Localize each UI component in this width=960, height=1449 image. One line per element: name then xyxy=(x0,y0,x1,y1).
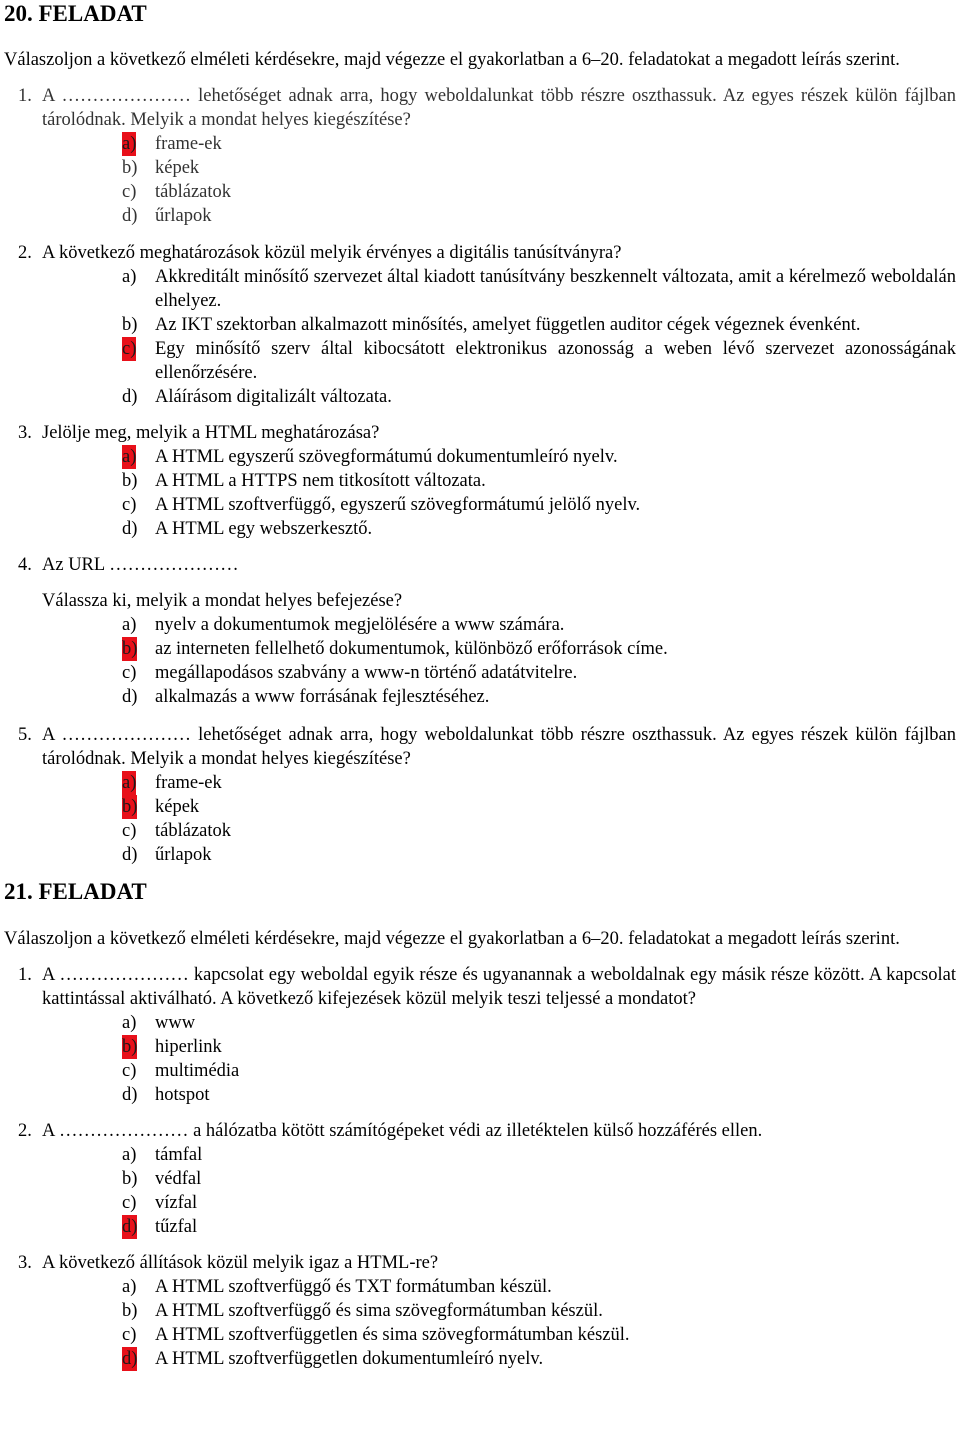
question-subtext: Válassza ki, melyik a mondat helyes befejezése? xyxy=(42,591,403,611)
question-3 xyxy=(0,1251,956,1275)
question-number: 2. xyxy=(18,243,32,263)
option-letter: c) xyxy=(122,1061,137,1081)
option-letter: d) xyxy=(122,1349,138,1369)
question-2 xyxy=(0,241,956,265)
option-text: táblázatok xyxy=(155,821,232,841)
option-letter: b) xyxy=(122,1169,138,1189)
option-a[interactable] xyxy=(122,265,956,313)
option-text: védfal xyxy=(155,1169,202,1189)
section-title: 21. FELADAT xyxy=(4,879,147,904)
option-text: frame-ek xyxy=(155,773,222,793)
option-c[interactable] xyxy=(122,337,956,385)
option-a[interactable] xyxy=(122,1011,956,1035)
option-text: táblázatok xyxy=(155,182,232,202)
option-b[interactable] xyxy=(122,156,956,180)
option-text: Akkreditált minősítő szervezet által kiadott tanúsítvány beszkennelt változata, amit a kérelmező weboldalán elhelyez. xyxy=(155,267,956,311)
option-text: A HTML egyszerű szövegformátumú dokumentumleíró nyelv. xyxy=(155,447,618,467)
question-number: 3. xyxy=(18,1253,32,1273)
question-number: 1. xyxy=(18,86,32,106)
option-letter: c) xyxy=(122,1325,137,1345)
option-b[interactable] xyxy=(122,469,956,493)
section-title: 20. FELADAT xyxy=(4,1,147,26)
option-letter: c) xyxy=(122,663,137,683)
option-letter: a) xyxy=(122,1013,137,1033)
options-list xyxy=(122,445,956,541)
option-d[interactable] xyxy=(122,685,956,709)
option-c[interactable] xyxy=(122,661,956,685)
options-list xyxy=(122,265,956,409)
option-b[interactable] xyxy=(122,1167,956,1191)
question-number: 5. xyxy=(18,725,32,745)
option-text: hiperlink xyxy=(155,1037,222,1057)
option-letter: a) xyxy=(122,134,137,154)
question-number: 4. xyxy=(18,555,32,575)
question-text: Jelölje meg, melyik a HTML meghatározása? xyxy=(42,423,380,443)
option-a[interactable] xyxy=(122,445,956,469)
option-letter: a) xyxy=(122,267,137,287)
option-text: képek xyxy=(155,158,200,178)
question-number: 3. xyxy=(18,423,32,443)
option-c[interactable] xyxy=(122,493,956,517)
options-list xyxy=(122,1011,956,1107)
option-letter: d) xyxy=(122,845,138,865)
option-letter: b) xyxy=(122,158,138,178)
option-a[interactable] xyxy=(122,132,956,156)
question-5 xyxy=(0,723,956,771)
option-text: megállapodásos szabvány a www-n történő adatátvitelre. xyxy=(155,663,578,683)
option-text: www xyxy=(155,1013,196,1033)
option-text: képek xyxy=(155,797,200,817)
option-letter: b) xyxy=(122,471,138,491)
option-letter: d) xyxy=(122,1085,138,1105)
option-letter: d) xyxy=(122,206,138,226)
question-1 xyxy=(0,963,956,1011)
option-text: támfal xyxy=(155,1145,203,1165)
question-text: A ………………… a hálózatba kötött számítógépeket védi az illetéktelen külső hozzáférés ellen. xyxy=(42,1121,763,1141)
option-letter: c) xyxy=(122,821,137,841)
option-b[interactable] xyxy=(122,1035,956,1059)
option-text: multimédia xyxy=(155,1061,240,1081)
option-d[interactable] xyxy=(122,843,956,867)
question-text: Az URL ………………… xyxy=(42,555,239,575)
question-number: 1. xyxy=(18,965,32,985)
option-d[interactable] xyxy=(122,204,956,228)
option-d[interactable] xyxy=(122,1083,956,1107)
option-c[interactable] xyxy=(122,1059,956,1083)
option-letter: a) xyxy=(122,1145,137,1165)
option-text: nyelv a dokumentumok megjelölésére a www számára. xyxy=(155,615,565,635)
option-letter: a) xyxy=(122,773,137,793)
section-intro: Válaszoljon a következő elméleti kérdésekre, majd végezze el gyakorlatban a 6–20. feladatokat a megadott leírás szerint. xyxy=(4,50,900,70)
option-letter: d) xyxy=(122,519,138,539)
option-letter: b) xyxy=(122,315,138,335)
question-text: A következő állítások közül melyik igaz a HTML-re? xyxy=(42,1253,439,1273)
option-letter: c) xyxy=(122,1193,137,1213)
option-letter: b) xyxy=(122,1301,138,1321)
question-1 xyxy=(0,84,956,132)
option-text: vízfal xyxy=(155,1193,198,1213)
option-b[interactable] xyxy=(122,313,956,337)
option-letter: c) xyxy=(122,182,137,202)
question-text: A ………………… kapcsolat egy weboldal egyik része és ugyanannak a weboldalnak egy másik része között. A kapcsolat kattintással aktiválható. A következő kifejezések közül melyik teszi teljessé a mondatot? xyxy=(42,965,956,1009)
option-a[interactable] xyxy=(122,1143,956,1167)
option-a[interactable] xyxy=(122,771,956,795)
option-c[interactable] xyxy=(122,1191,956,1215)
option-a[interactable] xyxy=(122,613,956,637)
question-text: A ………………… lehetőséget adnak arra, hogy weboldalunkat több részre oszthassuk. Az egyes részek külön fájlban tárolódnak. Melyik a mondat helyes kiegészítése? xyxy=(42,86,956,130)
option-text: tűzfal xyxy=(155,1217,198,1237)
question-2 xyxy=(0,1119,956,1143)
option-letter: b) xyxy=(122,639,138,659)
option-text: frame-ek xyxy=(155,134,222,154)
option-text: A HTML a HTTPS nem titkosított változata. xyxy=(155,471,486,491)
option-text: A HTML szoftverfüggő, egyszerű szövegformátumú jelölő nyelv. xyxy=(155,495,641,515)
option-text: űrlapok xyxy=(155,206,212,226)
option-b[interactable] xyxy=(122,795,956,819)
option-c[interactable] xyxy=(122,1323,956,1347)
option-text: Aláírásom digitalizált változata. xyxy=(155,387,392,407)
question-text: A következő meghatározások közül melyik érvényes a digitális tanúsítványra? xyxy=(42,243,622,263)
question-number: 2. xyxy=(18,1121,32,1141)
option-text: A HTML egy webszerkesztő. xyxy=(155,519,373,539)
option-d[interactable] xyxy=(122,1215,956,1239)
option-d[interactable] xyxy=(122,385,956,409)
option-text: A HTML szoftverfüggetlen és sima szövegformátumban készül. xyxy=(155,1325,630,1345)
option-text: hotspot xyxy=(155,1085,210,1105)
question-3 xyxy=(0,421,956,445)
option-letter: d) xyxy=(122,387,138,407)
question-text: A ………………… lehetőséget adnak arra, hogy weboldalunkat több részre oszthassuk. Az egyes részek külön fájlban tárolódnak. Melyik a mondat helyes kiegészítése? xyxy=(42,725,956,769)
option-text: A HTML szoftverfüggő és TXT formátumban készül. xyxy=(155,1277,552,1297)
option-d[interactable] xyxy=(122,1347,956,1371)
option-b[interactable] xyxy=(122,637,956,661)
options-list xyxy=(122,132,956,228)
option-b[interactable] xyxy=(122,1299,956,1323)
option-letter: d) xyxy=(122,1217,138,1237)
option-c[interactable] xyxy=(122,180,956,204)
section-intro: Válaszoljon a következő elméleti kérdésekre, majd végezze el gyakorlatban a 6–20. feladatokat a megadott leírás szerint. xyxy=(4,929,900,949)
option-letter: d) xyxy=(122,687,138,707)
option-text: Egy minősítő szerv által kibocsátott elektronikus azonosság a weben lévő szervezet azonosságának ellenőrzésére. xyxy=(155,339,956,383)
option-letter: c) xyxy=(122,339,137,359)
options-list xyxy=(122,1143,956,1239)
option-letter: c) xyxy=(122,495,137,515)
option-text: A HTML szoftverfüggetlen dokumentumleíró nyelv. xyxy=(155,1349,544,1369)
options-list xyxy=(122,613,956,709)
options-list xyxy=(122,1275,956,1371)
option-d[interactable] xyxy=(122,517,956,541)
option-text: az interneten fellelhető dokumentumok, különböző erőforrások címe. xyxy=(155,639,668,659)
options-list xyxy=(122,771,956,867)
option-text: A HTML szoftverfüggő és sima szövegformátumban készül. xyxy=(155,1301,603,1321)
option-letter: a) xyxy=(122,447,137,467)
option-letter: a) xyxy=(122,615,137,635)
option-c[interactable] xyxy=(122,819,956,843)
option-letter: a) xyxy=(122,1277,137,1297)
option-text: űrlapok xyxy=(155,845,212,865)
option-letter: b) xyxy=(122,797,138,817)
option-text: alkalmazás a www forrásának fejlesztéséhez. xyxy=(155,687,490,707)
option-a[interactable] xyxy=(122,1275,956,1299)
option-text: Az IKT szektorban alkalmazott minősítés, amelyet független auditor cégek végeznek évenként. xyxy=(155,315,861,335)
section-21 xyxy=(0,878,960,1371)
option-letter: b) xyxy=(122,1037,138,1057)
question-4 xyxy=(0,553,956,577)
